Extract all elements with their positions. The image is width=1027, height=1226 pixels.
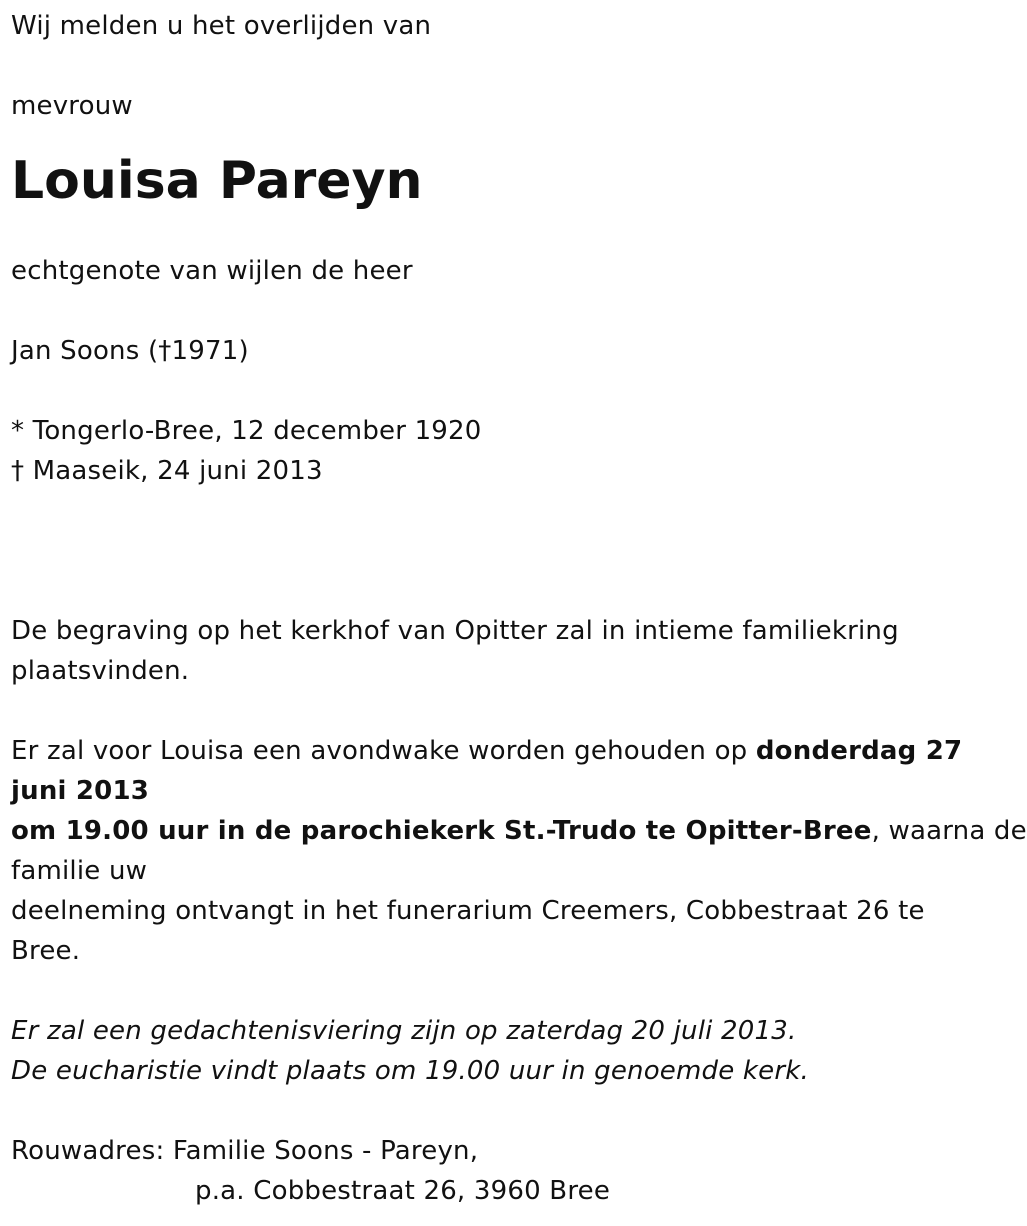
spouse-name: Jan Soons (†1971) [11,336,249,366]
death-line: † Maaseik, 24 juni 2013 [11,456,323,486]
wake-time-location: om 19.00 uur in de parochiekerk St.-Trudo te Opitter-Bree [11,816,872,846]
wake-line-5: deelneming ontvangt in het funerarium Creemers, Cobbestraat 26 te [11,896,925,926]
wake-date-part-1: donderdag 27 [755,736,963,766]
burial-line-2: plaatsvinden. [11,656,190,686]
wake-date-part-2: juni 2013 [11,776,150,806]
burial-line-1: De begraving op het kerkhof van Opitter zal in intieme familiekring [11,616,899,646]
deceased-name: Louisa Pareyn [11,151,423,211]
wake-line-1-text: Er zal voor Louisa een avondwake worden gehouden op [11,736,756,766]
address-line-2: p.a. Cobbestraat 26, 3960 Bree [195,1176,611,1206]
wake-line-3 [11,811,1027,851]
wake-line-3-text: , waarna de [871,816,1027,846]
intro-text: Wij melden u het overlijden van [11,11,432,41]
spouse-intro-text: echtgenote van wijlen de heer [11,256,413,286]
memorial-line-2: De eucharistie vindt plaats om 19.00 uur in genoemde kerk. [11,1056,809,1086]
wake-line-1 [11,731,962,771]
address-line-1: Rouwadres: Familie Soons - Pareyn, [11,1136,479,1166]
memorial-line-1: Er zal een gedachtenisviering zijn op zaterdag 20 juli 2013. [11,1016,797,1046]
wake-line-4: familie uw [11,856,148,886]
birth-line: * Tongerlo-Bree, 12 december 1920 [11,416,482,446]
wake-line-6: Bree. [11,936,81,966]
title-text: mevrouw [11,91,133,121]
